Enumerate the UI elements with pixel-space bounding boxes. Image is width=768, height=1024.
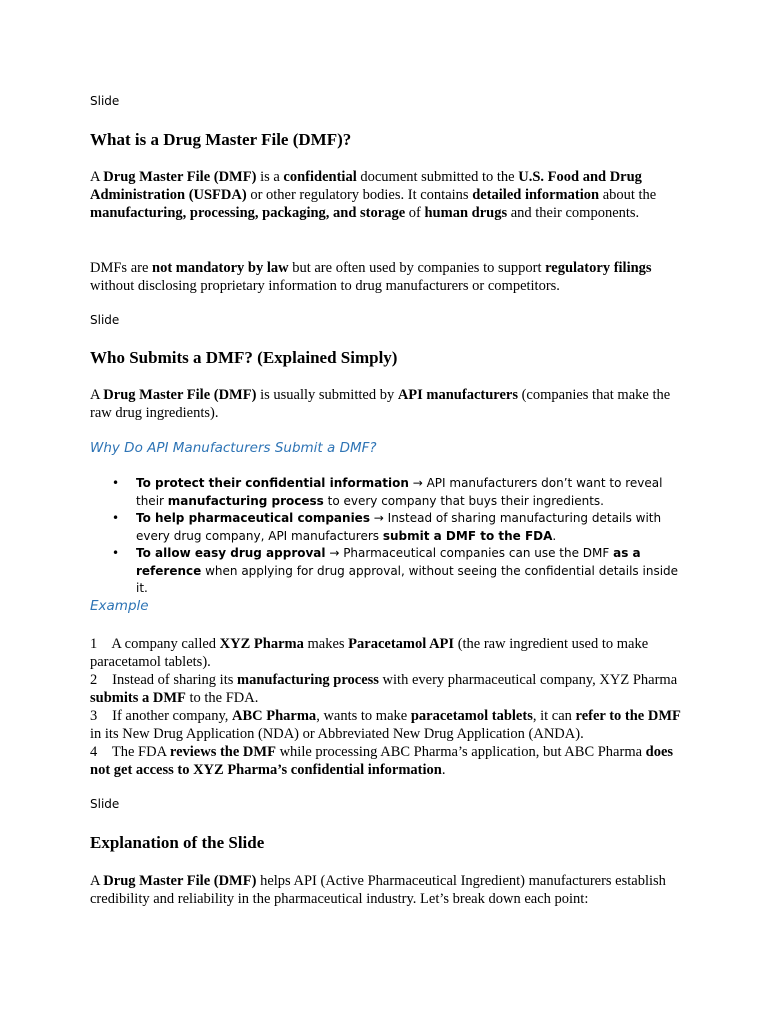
list-item: • To help pharmaceutical companies → Instead of sharing manufacturing details with every drug company, API manufacturers submit a DMF to the FDA. <box>112 511 662 543</box>
sub-heading: Why Do API Manufacturers Submit a DMF? <box>90 440 377 456</box>
paragraph: DMFs are not mandatory by law but are often used by companies to support regulatory filings without disclosing proprietary information to drug manufacturers or competitors. <box>90 260 652 294</box>
section-heading: Who Submits a DMF? (Explained Simply) <box>90 348 398 367</box>
slide-label: Slide <box>90 313 120 327</box>
paragraph: A Drug Master File (DMF) is usually submitted by API manufacturers (companies that make the raw drug ingredients). <box>90 387 671 421</box>
paragraph: A Drug Master File (DMF) is a confidential document submitted to the U.S. Food and Drug Administration (USFDA) or other regulatory bodies. It contains detailed information about the manufacturing, processing, packaging, and storage of human drugs and their components. <box>90 169 657 221</box>
sub-heading: Example <box>90 598 149 614</box>
example-paragraph: 1⃣ A company called XYZ Pharma makes Paracetamol API (the raw ingredient used to make paracetamol tablets). 2⃣ Instead of sharing its manufacturing process with every pharmaceutical company, XYZ Pharma submits a DMF to the FDA. 3⃣ If another company, ABC Pharma, wants to make paracetamol tablets, it can refer to the DMF in its New Drug Application (NDA) or Abbreviated New Drug Application (ANDA). 4⃣ The FDA reviews the DMF while processing ABC Pharma’s application, but ABC Pharma does not get access to XYZ Pharma’s confidential information. <box>90 636 681 778</box>
paragraph: A Drug Master File (DMF) helps API (Active Pharmaceutical Ingredient) manufacturers establish credibility and reliability in the pharmaceutical industry. Let’s break down each point: <box>90 873 666 907</box>
slide-label: Slide <box>90 797 120 811</box>
section-heading: Explanation of the Slide <box>90 833 265 852</box>
slide-label: Slide <box>90 94 120 108</box>
list-item: • To protect their confidential information → API manufacturers don’t want to reveal their manufacturing process to every company that buys their ingredients. <box>112 476 663 508</box>
bullet-list <box>90 475 682 598</box>
section-heading: What is a Drug Master File (DMF)? <box>90 130 352 149</box>
list-item: • To allow easy drug approval → Pharmaceutical companies can use the DMF as a reference when applying for drug approval, without seeing the confidential details inside it. <box>112 546 679 595</box>
